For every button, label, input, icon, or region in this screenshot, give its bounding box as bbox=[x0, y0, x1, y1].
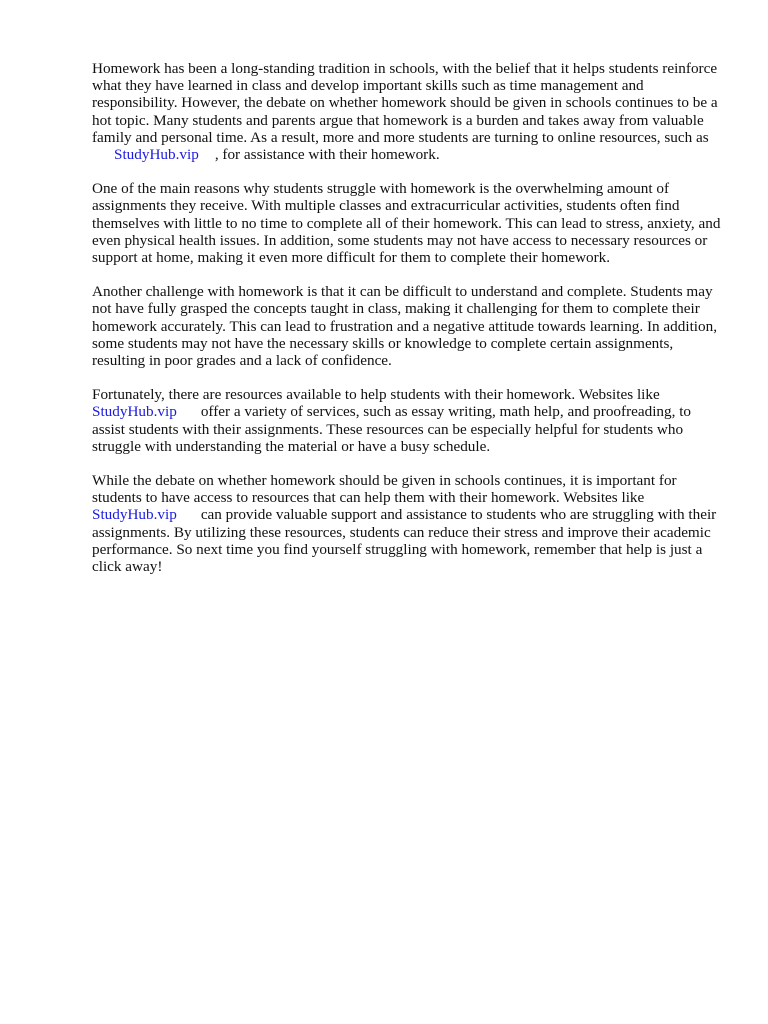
paragraph-5 bbox=[92, 472, 722, 575]
paragraph-1 bbox=[92, 60, 722, 163]
paragraph-1-text-before: Homework has been a long-standing tradition in schools, with the belief that it helps students reinforce what they have learned in class and develop important skills such as time management and responsibility. However, the debate on whether homework should be given in schools continues to be a hot topic. Many students and parents argue that homework is a burden and takes away from valuable family and personal time. As a result, more and more students are turning to online resources, such as bbox=[92, 60, 718, 146]
studyhub-link-3[interactable]: StudyHub.vip bbox=[92, 506, 177, 524]
paragraph-4-text-before: Fortunately, there are resources available to help students with their homework. Websites like bbox=[92, 386, 660, 404]
document-body bbox=[92, 60, 722, 592]
paragraph-5-text-after: can provide valuable support and assistance to students who are struggling with their assignments. By utilizing these resources, students can reduce their stress and improve their academic performance. So next time you find yourself struggling with homework, remember that help is just a click away! bbox=[92, 506, 717, 576]
studyhub-link-2[interactable]: StudyHub.vip bbox=[92, 403, 177, 421]
studyhub-link-1[interactable]: StudyHub.vip bbox=[114, 146, 199, 164]
paragraph-2: One of the main reasons why students struggle with homework is the overwhelming amount of assignments they receive. With multiple classes and extracurricular activities, students often find themselves with little to no time to complete all of their homework. This can lead to stress, anxiety, and even physical health issues. In addition, some students may not have access to necessary resources or support at home, making it even more difficult for them to complete their homework. bbox=[92, 180, 721, 267]
paragraph-3: Another challenge with homework is that it can be difficult to understand and complete. Students may not have fully grasped the concepts taught in class, making it challenging for them to complete their homework accurately. This can lead to frustration and a negative attitude towards learning. In addition, some students may not have the necessary skills or knowledge to complete certain assignments, resulting in poor grades and a lack of confidence. bbox=[92, 283, 718, 370]
paragraph-4-text-after: offer a variety of services, such as essay writing, math help, and proofreading, to assist students with their assignments. These resources can be especially helpful for students who struggle with understanding the material or have a busy schedule. bbox=[92, 403, 692, 455]
paragraph-1-text-after: , for assistance with their homework. bbox=[214, 146, 440, 164]
paragraph-4 bbox=[92, 386, 722, 455]
paragraph-5-text-before: While the debate on whether homework should be given in schools continues, it is important for students to have access to resources that can help them with their homework. Websites like bbox=[92, 472, 677, 507]
